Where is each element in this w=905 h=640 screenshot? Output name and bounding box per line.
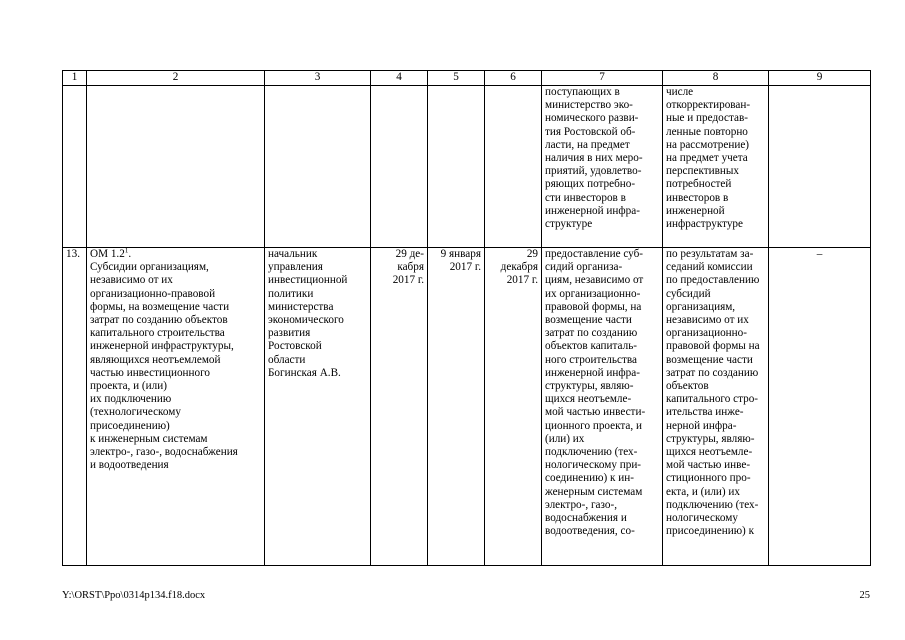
responsible-cell: начальник управления инвестиционной политики министерства экономического развития Ростовской области Богинская А.В.	[265, 248, 371, 566]
col-number-3: 3	[265, 71, 371, 86]
measure-code-footnote: 1	[124, 246, 129, 255]
cont-cell-1	[63, 86, 87, 248]
row-number: 13.	[63, 248, 87, 566]
cont-cell-3	[265, 86, 371, 248]
plan-table	[62, 70, 871, 566]
control-cell: по результатам за- седаний комиссии по предоставлению субсидий организациям, независимо от их организационно- правовой формы на возмещение части затрат по созданию объектов капитального стро- ительства инже- нерной инфра- структуры, являю- щихся неотъемле- мой частью инве- стиционного про- екта, и (или) их подключению (тех- нологическому присоединению) к	[663, 248, 769, 566]
result-cell: предоставление суб- сидий организа- циям, независимо от их организационно- правовой формы, на возмещение части затрат по созданию объектов капиталь- ного строительства инженерной инфра- структуры, являю- щихся неотъемле- мой частью инвести- ционного проекта, и (или) их подключению (тех- нологическому при- соединению) к ин- женерным системам электро-, газо-, водоснабжения и водоотведения, со-	[542, 248, 663, 566]
cont-cell-control: числе откорректирован- ные и предостав- ленные повторно на рассмотрение) на предмет учета перспективных потребностей инвесторов в инженерной инфраструктуре	[663, 86, 769, 248]
file-path: Y:\ORST\Ppo\0314p134.f18.docx	[62, 590, 206, 601]
measure-description: Субсидии организациям, независимо от их организационно-правовой формы, на возмещение части затрат по созданию объектов капитального строительства инженерной инфраструктуры, являющихся неотъемлемой частью инвестиционного проекта, и (или) их подключению (технологическому присоединению) к инженерным системам электро-, газо-, водоснабжения и водоотведения	[90, 261, 238, 472]
measure-cell	[87, 248, 265, 566]
col-number-6: 6	[485, 71, 542, 86]
cont-cell-note	[769, 86, 871, 248]
measure-code: ОМ 1.2	[90, 248, 125, 260]
column-number-row	[63, 71, 871, 86]
col-number-4: 4	[371, 71, 428, 86]
cont-cell-2	[87, 86, 265, 248]
col-number-7: 7	[542, 71, 663, 86]
page-number: 25	[859, 590, 870, 601]
cont-cell-6	[485, 86, 542, 248]
date-start-cell: 29 де- кабря 2017 г.	[371, 248, 428, 566]
note-cell: –	[769, 248, 871, 566]
measure-code-period: .	[128, 248, 132, 260]
col-number-1: 1	[63, 71, 87, 86]
date-mid-cell: 9 января 2017 г.	[428, 248, 485, 566]
table-row-13	[63, 248, 871, 566]
col-number-8: 8	[663, 71, 769, 86]
cont-cell-5	[428, 86, 485, 248]
col-number-5: 5	[428, 71, 485, 86]
col-number-9: 9	[769, 71, 871, 86]
date-end-cell: 29 декабря 2017 г.	[485, 248, 542, 566]
col-number-2: 2	[87, 71, 265, 86]
cont-cell-4	[371, 86, 428, 248]
cont-cell-result: поступающих в министерство эко- номического разви- тия Ростовской об- ласти, на предмет наличия в них меро- приятий, удовлетво- ряющих потребно- сти инвесторов в инженерной инфра- структуре	[542, 86, 663, 248]
continuation-row	[63, 86, 871, 248]
